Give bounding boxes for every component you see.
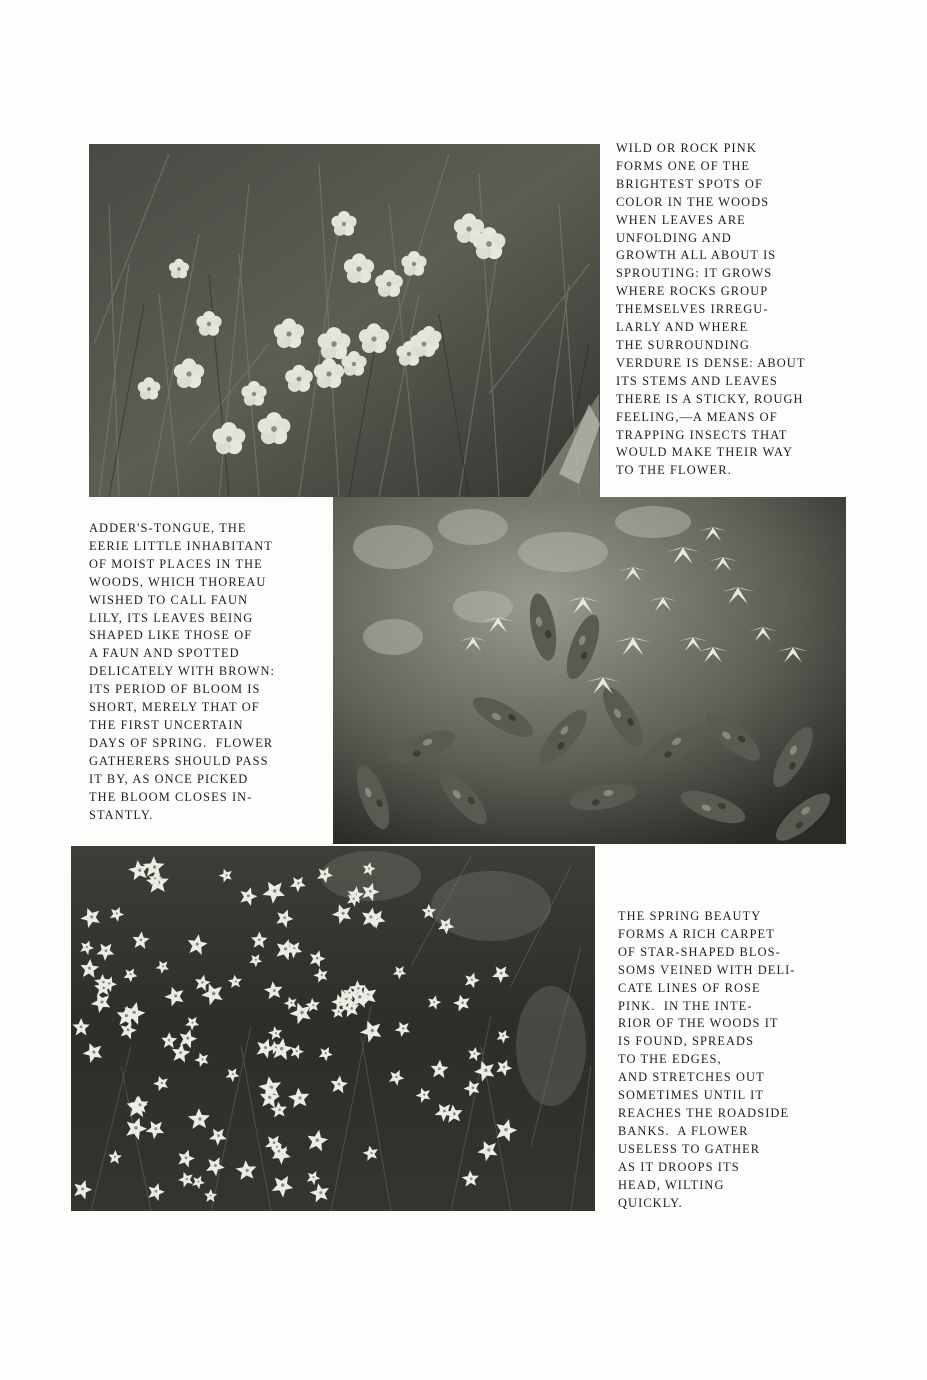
adders-tongue-photo [333, 497, 846, 844]
spring-beauty-photo-art [71, 846, 595, 1211]
wild-pink-caption: WILD OR ROCK PINK FORMS ONE OF THE BRIGHTEST SPOTS OF COLOR IN THE WOODS WHEN LEAVES ARE UNFOLDING AND GROWTH ALL ABOUT IS SPROUTING: IT GROWS WHERE ROCKS GROUP THEMSELVES IRREGU- LARLY AND WHERE THE SURROUNDING VERDURE IS DENSE: ABOUT ITS STEMS AND LEAVES THERE IS A STICKY, ROUGH FEELING,—A MEANS OF TRAPPING INSECTS THAT WOULD MAKE THEIR WAY TO THE FLOWER. [616, 141, 806, 478]
spring-beauty-caption: THE SPRING BEAUTY FORMS A RICH CARPET OF STAR-SHAPED BLOS- SOMS VEINED WITH DELI- CATE LINES OF ROSE PINK. IN THE INTE- RIOR OF THE WOODS IT IS FOUND, SPREADS TO THE EDGES, AND STRETCHES OUT SOMETIMES UNTIL IT REACHES THE ROADSIDE BANKS. A FLOWER USELESS TO GATHER AS IT DROOPS ITS HEAD, WILTING QUICKLY. [618, 909, 796, 1210]
adders-tongue-photo-art [333, 497, 846, 844]
wild-pink-photo-art [89, 144, 600, 497]
spring-beauty-photo [71, 846, 595, 1211]
wild-pink-photo [89, 144, 600, 497]
adders-tongue-caption: ADDER'S-TONGUE, THE EERIE LITTLE INHABITANT OF MOIST PLACES IN THE WOODS, WHICH THOREAU WISHED TO CALL FAUN LILY, ITS LEAVES BEING SHAPED LIKE THOSE OF A FAUN AND SPOTTED DELICATELY WITH BROWN: ITS PERIOD OF BLOOM IS SHORT, MERELY THAT OF THE FIRST UNCERTAIN DAYS OF SPRING. FLOWER GATHERERS SHOULD PASS IT BY, AS ONCE PICKED THE BLOOM CLOSES IN- STANTLY. [89, 521, 276, 822]
